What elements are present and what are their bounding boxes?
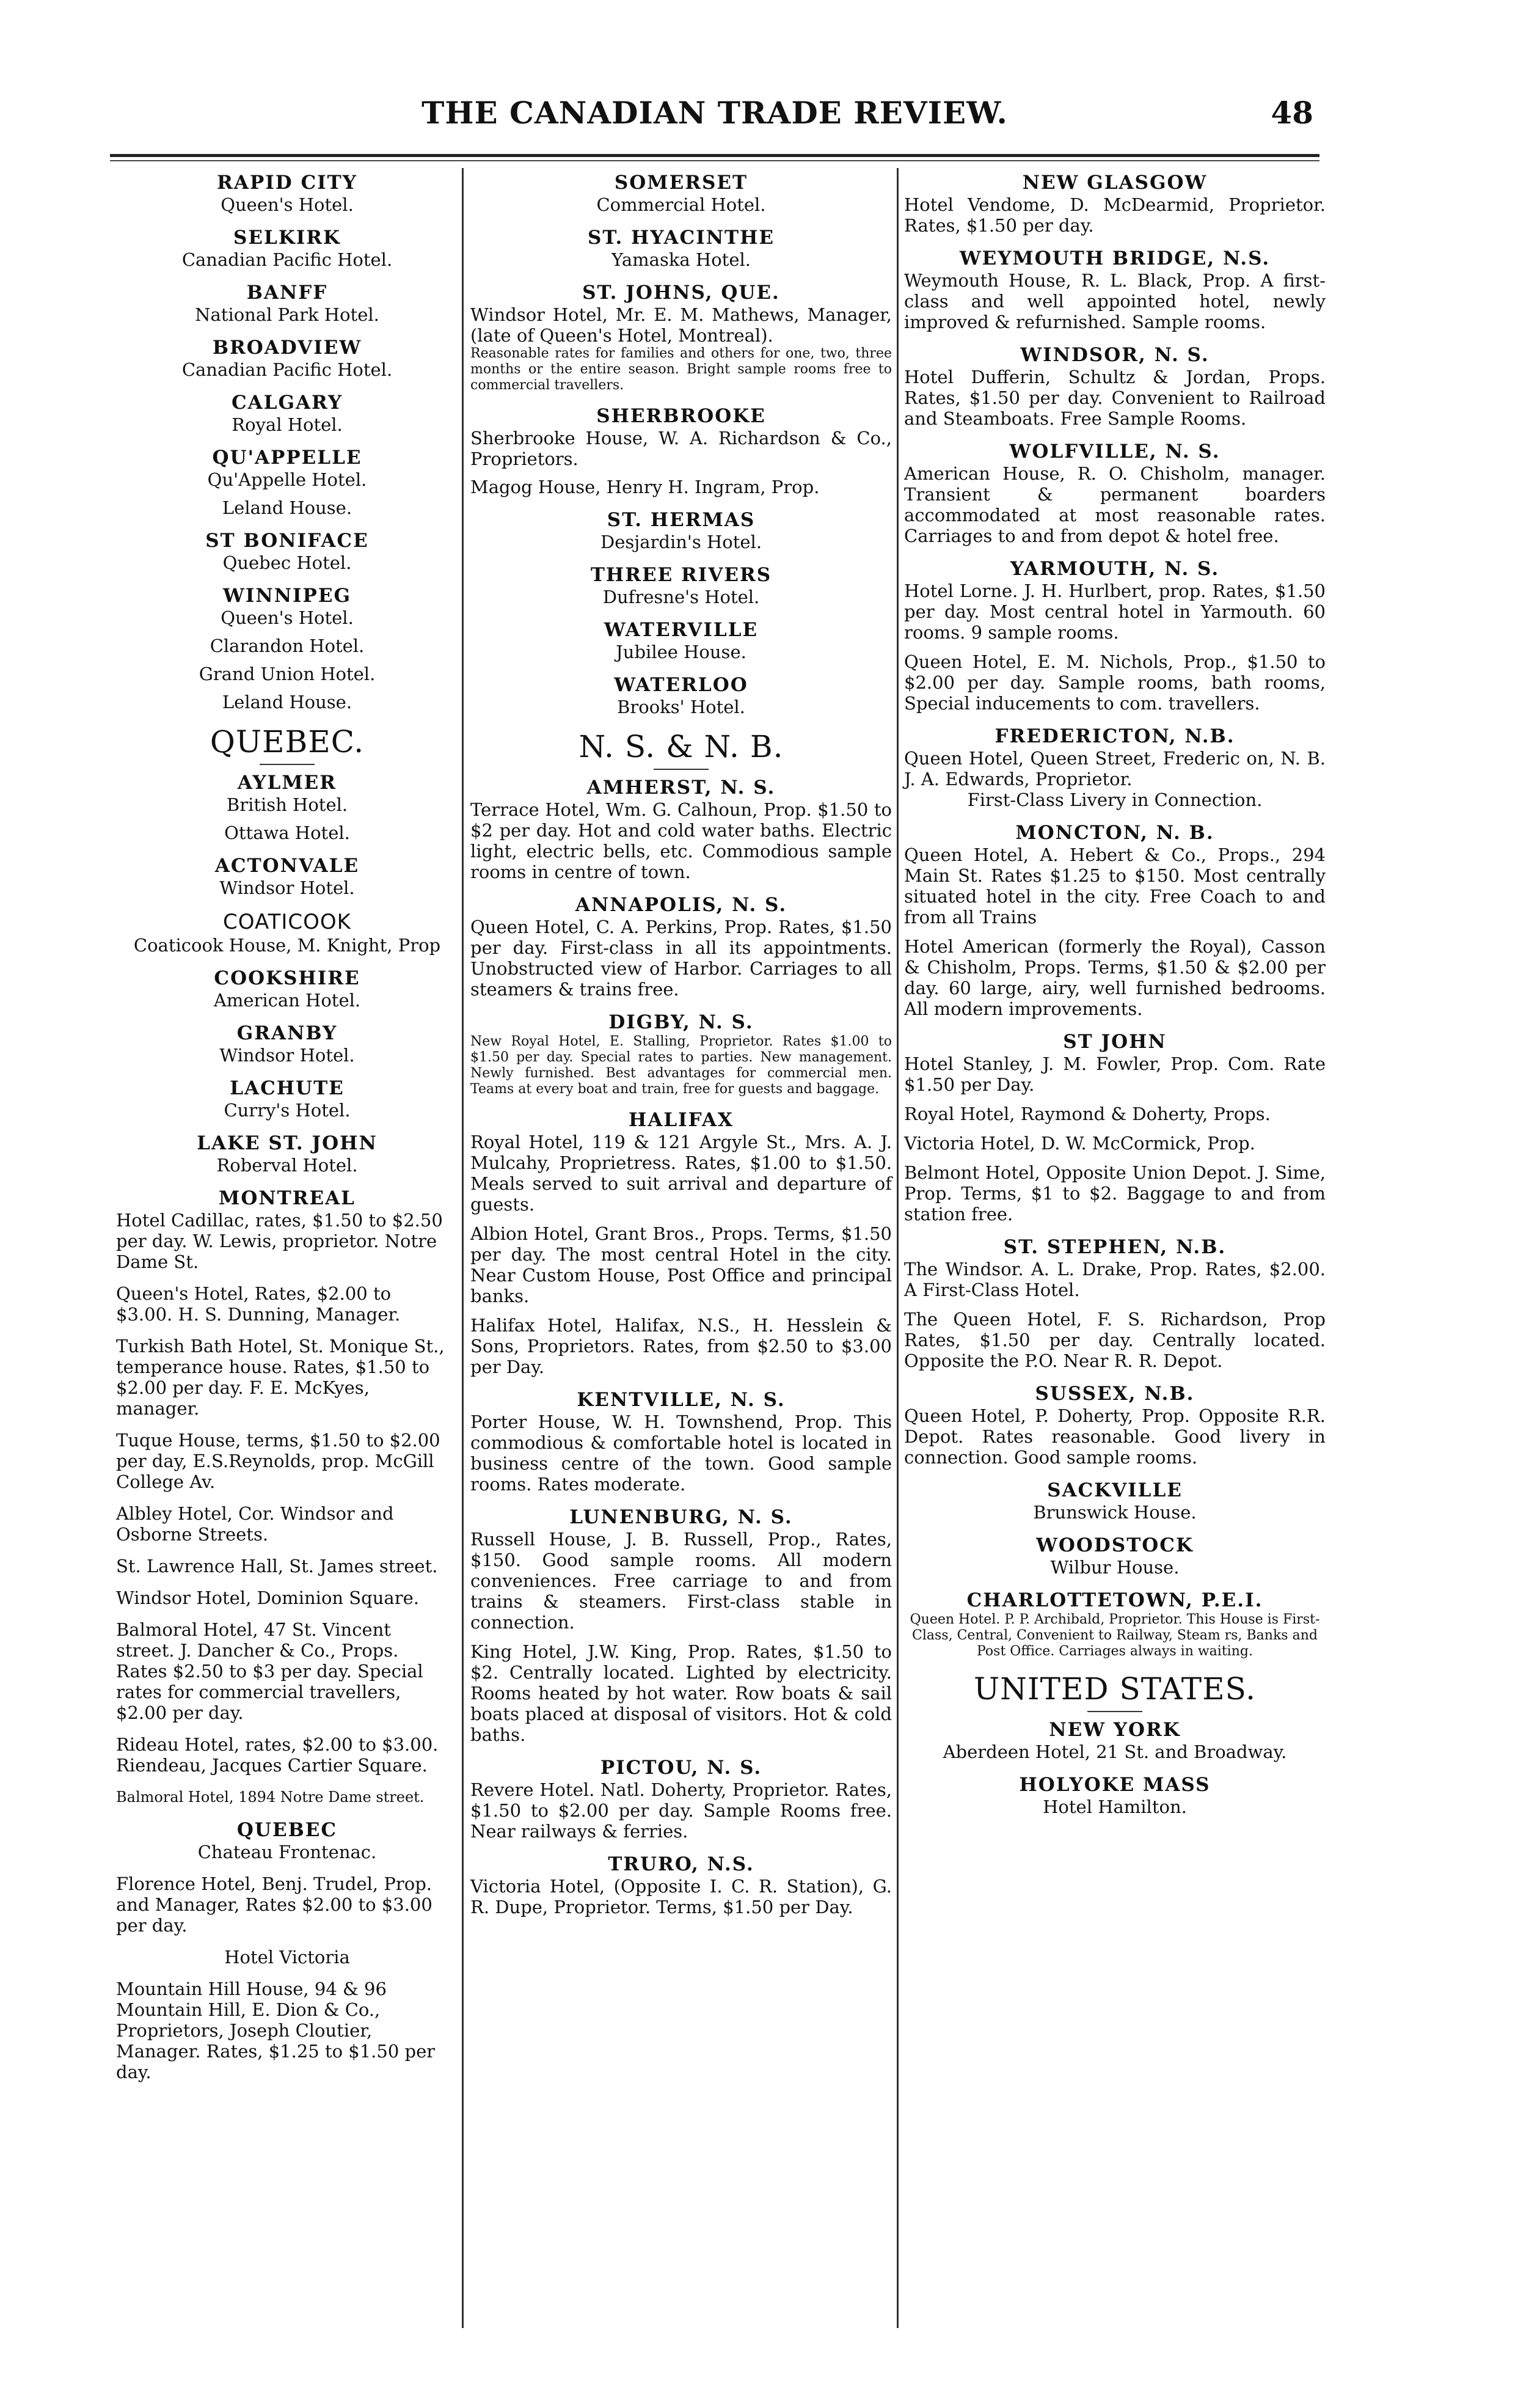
town-heading: TRURO, N.S. — [608, 1853, 754, 1875]
hotel-entry: Victoria Hotel, (Opposite I. C. R. Station), G. R. Dupe, Proprietor. Terms, $1.50 per Day. — [470, 1876, 892, 1917]
hotel-entry: Windsor Hotel, Mr. E. M. Mathews, Manager, (late of Queen's Hotel, Montreal). — [470, 304, 892, 346]
hotel-entry: Chateau Frontenac. — [197, 1842, 377, 1862]
page-header — [104, 92, 1326, 147]
hotel-entry: Balmoral Hotel, 1894 Notre Dame street. — [116, 1789, 425, 1806]
town-block — [904, 1030, 1326, 1225]
town-heading: GRANBY — [236, 1022, 338, 1044]
town-heading: WINDSOR, N. S. — [1020, 344, 1210, 366]
header-rule — [110, 154, 1319, 157]
hotel-entry: Hotel Stanley, J. M. Fowler, Prop. Com. Rate $1.50 per Day. — [904, 1053, 1326, 1095]
hotel-entry: Brooks' Hotel. — [617, 697, 745, 717]
hotel-entry: Turkish Bath Hotel, St. Monique St., temperance house. Rates, $1.50 to $2.00 per day. F. E. McKyes, manager. — [116, 1336, 445, 1419]
town-block — [904, 1236, 1326, 1371]
hotel-entry: Queen Hotel, Queen Street, Frederic on, N. B. J. A. Edwards, Proprietor. — [904, 748, 1326, 789]
hotel-entry: Rideau Hotel, rates, $2.00 to $3.00. Riendeau, Jacques Cartier Square. — [116, 1734, 439, 1776]
town-heading: QUEBEC — [236, 1819, 338, 1841]
town-block — [122, 446, 452, 518]
hotel-entry: Jubilee House. — [616, 642, 746, 662]
hotel-entry: Desjardin's Hotel. — [600, 532, 762, 552]
hotel-entry: Aberdeen Hotel, 21 St. and Broadway. — [943, 1741, 1287, 1762]
hotel-entry: Queen Hotel, P. Doherty, Prop. Opposite R.R. Depot. Rates reasonable. Good livery in connection. Good sample rooms. — [904, 1405, 1326, 1468]
town-heading: RAPID CITY — [217, 172, 357, 194]
town-heading: COATICOOK — [223, 910, 351, 934]
hotel-entry: Florence Hotel, Benj. Trudel, Prop. and Manager, Rates $2.00 to $3.00 per day. — [116, 1873, 432, 1936]
hotel-entry: Queen Hotel, A. Hebert & Co., Props., 294 Main St. Rates $1.25 to $150. Most centrally situated hotel in the city. Free Coach to and from all Trains — [904, 844, 1326, 928]
hotel-entry: Albley Hotel, Cor. Windsor and Osborne Streets. — [116, 1503, 394, 1545]
column-2 — [470, 171, 892, 2322]
town-block — [122, 909, 452, 956]
hotel-entry: Albion Hotel, Grant Bros., Props. Terms, $1.50 per day. The most central Hotel in the city. Near Custom House, Post Office and principal banks. — [470, 1223, 892, 1306]
town-block — [122, 771, 452, 843]
town-block — [470, 508, 892, 552]
town-block — [116, 1818, 452, 2082]
town-heading: MONTREAL — [219, 1187, 356, 1209]
hotel-entry: Yamaska Hotel. — [611, 249, 751, 270]
town-block — [904, 1589, 1326, 1660]
town-heading: WATERVILLE — [604, 619, 759, 641]
town-block — [904, 1534, 1326, 1578]
town-heading: WOODSTOCK — [1036, 1534, 1194, 1556]
town-block — [470, 893, 892, 1000]
hotel-entry: American House, R. O. Chisholm, manager. Transient & permanent boarders accommodated at most reasonable rates. Carriages to and from depot & hotel free. — [904, 463, 1326, 546]
town-block — [470, 405, 892, 497]
town-block — [470, 226, 892, 270]
town-heading: ST BONIFACE — [205, 530, 369, 552]
hotel-entry: King Hotel, J.W. King, Prop. Rates, $1.50 to $2. Centrally located. Lighted by electricity. Rooms heated by hot water. Row boats & sail boats placed at disposal of visitors. Hot & cold baths. — [470, 1641, 892, 1745]
hotel-entry: National Park Hotel. — [195, 304, 379, 325]
town-heading: CALGARY — [232, 392, 343, 414]
hotel-entry: Hotel Vendome, D. McDearmid, Proprietor. Rates, $1.50 per day. — [904, 194, 1326, 236]
hotel-entry: Windsor Hotel. — [219, 877, 355, 898]
town-heading: HALIFAX — [629, 1109, 734, 1131]
town-block — [470, 1388, 892, 1495]
hotel-entry: Royal Hotel, 119 & 121 Argyle St., Mrs. A. J. Mulcahy, Proprietress. Rates, $1.00 to $1.50. Meals served to suit arrival and departure of guests. — [470, 1132, 892, 1215]
town-heading: DIGBY, N. S. — [608, 1011, 754, 1033]
hotel-entry: Roberval Hotel. — [216, 1155, 358, 1176]
hotel-entry: Dufresne's Hotel. — [602, 587, 760, 607]
hotel-entry: Hotel American (formerly the Royal), Casson & Chisholm, Props. Terms, $1.50 & $2.00 per day. 60 large, airy, well furnished bedrooms. All modern improvements. — [904, 936, 1326, 1019]
hotel-entry: American Hotel. — [213, 990, 361, 1011]
town-block — [470, 563, 892, 607]
town-block — [904, 1773, 1326, 1817]
town-heading: ST. HYACINTHE — [587, 227, 775, 249]
town-heading: SELKIRK — [233, 227, 341, 249]
hotel-entry: Coaticook House, M. Knight, Prop — [133, 935, 441, 956]
town-block — [904, 821, 1326, 1019]
town-block — [122, 281, 452, 325]
town-block — [122, 854, 452, 898]
hotel-entry: Hotel Dufferin, Schultz & Jordan, Props. Rates, $1.50 per day. Convenient to Railroad and Steamboats. Free Sample Rooms. — [904, 367, 1326, 429]
divider — [260, 764, 315, 765]
town-block — [122, 336, 452, 380]
hotel-entry: British Hotel. — [226, 794, 348, 815]
town-heading: FREDERICTON, N.B. — [994, 725, 1235, 747]
town-block — [470, 281, 892, 394]
town-heading: WOLFVILLE, N. S. — [1009, 441, 1221, 463]
town-block — [470, 1506, 892, 1745]
town-block — [904, 1479, 1326, 1523]
hotel-entry: Leland House. — [222, 692, 352, 712]
town-heading: NEW YORK — [1049, 1719, 1181, 1741]
town-block — [470, 673, 892, 717]
town-heading: LUNENBURG, N. S. — [569, 1506, 793, 1528]
hotel-entry: Hotel Victoria — [224, 1947, 350, 1968]
hotel-entry: Halifax Hotel, Halifax, N.S., H. Hesslein & Sons, Proprietors. Rates, from $2.50 to $3.00 per Day. — [470, 1315, 892, 1377]
town-block — [122, 1022, 452, 1066]
town-heading: YARMOUTH, N. S. — [1010, 558, 1220, 580]
hotel-entry: The Queen Hotel, F. S. Richardson, Prop Rates, $1.50 per day. Centrally located. Opposite the P.O. Near R. R. Depot. — [904, 1309, 1326, 1371]
province-heading: UNITED STATES. — [974, 1671, 1256, 1707]
column-divider-1 — [462, 168, 464, 2328]
town-block — [904, 1382, 1326, 1468]
town-block — [116, 1187, 452, 1807]
province-heading: N. S. & N. B. — [578, 729, 784, 764]
town-heading: WATERLOO — [614, 674, 748, 696]
town-heading: ST JOHN — [1063, 1031, 1167, 1053]
page-title: THE CANADIAN TRADE REVIEW. — [421, 95, 1008, 131]
town-heading: MONCTON, N. B. — [1015, 822, 1214, 844]
town-heading: LAKE ST. JOHN — [197, 1132, 378, 1154]
hotel-entry: Quebec Hotel. — [222, 552, 352, 573]
divider — [1087, 1711, 1142, 1712]
hotel-entry: Queen Hotel, E. M. Nichols, Prop., $1.50 to $2.00 per day. Sample rooms, bath rooms, Special inducements to com. travellers. — [904, 651, 1326, 714]
town-block — [470, 1108, 892, 1377]
hotel-entry: Ottawa Hotel. — [224, 822, 350, 843]
hotel-entry: Tuque House, terms, $1.50 to $2.00 per day, E.S.Reynolds, prop. McGill College Av. — [116, 1430, 440, 1492]
hotel-entry: Leland House. — [222, 497, 352, 518]
town-heading: SACKVILLE — [1047, 1479, 1183, 1501]
hotel-entry: Balmoral Hotel, 47 St. Vincent street. J. Dancher & Co., Props. Rates $2.50 to $3 per day. Special rates for commercial travellers, $2.00 per day. — [116, 1619, 423, 1723]
hotel-entry: Porter House, W. H. Townshend, Prop. This commodious & comfortable hotel is located in business centre of the town. Good sample rooms. Rates moderate. — [470, 1412, 892, 1495]
hotel-entry: Belmont Hotel, Opposite Union Depot. J. Sime, Prop. Terms, $1 to $2. Baggage to and from station free. — [904, 1162, 1326, 1225]
town-heading: LACHUTE — [230, 1077, 345, 1099]
town-block — [470, 618, 892, 662]
hotel-entry: Reasonable rates for families and others for one, two, three months or the entire season. Bright sample rooms free to commercial travellers. — [470, 346, 892, 393]
hotel-entry: The Windsor. A. L. Drake, Prop. Rates, $2.00. A First-Class Hotel. — [904, 1259, 1326, 1300]
column-1 — [116, 171, 452, 2322]
town-block — [122, 967, 452, 1011]
town-heading: CHARLOTTETOWN, P.E.I. — [966, 1589, 1263, 1611]
town-block — [122, 1077, 452, 1121]
town-heading: HOLYOKE MASS — [1019, 1774, 1211, 1796]
hotel-entry: Clarandon Hotel. — [210, 635, 365, 656]
page-number: 48 — [1271, 95, 1313, 131]
town-heading: PICTOU, N. S. — [600, 1757, 762, 1779]
divider — [654, 769, 709, 770]
hotel-entry: Magog House, Henry H. Ingram, Prop. — [470, 477, 820, 497]
town-heading: SHERBROOKE — [596, 405, 766, 427]
town-heading: NEW GLASGOW — [1022, 172, 1208, 194]
town-heading: ST. STEPHEN, N.B. — [1003, 1236, 1227, 1258]
town-block — [122, 529, 452, 573]
town-block — [904, 1718, 1326, 1762]
town-block — [122, 1132, 452, 1176]
town-heading: AMHERST, N. S. — [586, 777, 776, 799]
town-block — [904, 725, 1326, 810]
header-rule-thin — [110, 160, 1319, 161]
hotel-entry: Windsor Hotel. — [219, 1045, 355, 1066]
hotel-entry: Hotel Lorne. J. H. Hurlbert, prop. Rates, $1.50 per day. Most central hotel in Yarmouth. 60 rooms. 9 sample rooms. — [904, 580, 1326, 643]
hotel-entry: Queen Hotel. P. P. Archibald, Proprietor. This House is First-Class, Central, Convenient to Railway, Steam rs, Banks and Post Office. Carriages always in waiting. — [910, 1612, 1320, 1659]
hotel-entry: Canadian Pacific Hotel. — [181, 359, 393, 380]
town-heading: COOKSHIRE — [214, 967, 360, 989]
hotel-entry: Russell House, J. B. Russell, Prop., Rates, $150. Good sample rooms. All modern conveniences. Free carriage to and from trains & steamers. First-class stable in connection. — [470, 1529, 892, 1633]
hotel-entry: Wilbur House. — [1050, 1557, 1180, 1578]
town-heading: ST. JOHNS, QUE. — [582, 282, 780, 304]
town-block — [904, 440, 1326, 546]
hotel-entry: Qu'Appelle Hotel. — [207, 469, 367, 490]
hotel-entry: Revere Hotel. Natl. Doherty, Proprietor. Rates, $1.50 to $2.00 per day. Sample Rooms free. Near railways & ferries. — [470, 1779, 892, 1842]
town-block — [122, 391, 452, 435]
town-heading: WINNIPEG — [223, 585, 351, 607]
hotel-entry: Windsor Hotel, Dominion Square. — [116, 1587, 419, 1608]
town-heading: BROADVIEW — [212, 337, 362, 359]
town-block — [470, 776, 892, 882]
town-heading: ACTONVALE — [214, 855, 360, 877]
town-block — [122, 171, 452, 215]
hotel-entry: Queen's Hotel. — [221, 607, 354, 628]
town-block — [470, 1756, 892, 1842]
town-block — [470, 1011, 892, 1097]
town-block — [904, 343, 1326, 429]
hotel-entry: Terrace Hotel, Wm. G. Calhoun, Prop. $1.50 to $2 per day. Hot and cold water baths. Electric light, electric bells, etc. Commodious sample rooms in centre of town. — [470, 799, 892, 882]
province-heading: QUEBEC. — [210, 724, 365, 760]
hotel-entry: Queen Hotel, C. A. Perkins, Prop. Rates, $1.50 per day. First-class in all its appointments. Unobstructed view of Harbor. Carriages to all steamers & trains free. — [470, 917, 892, 1000]
hotel-entry: Queen's Hotel. — [221, 194, 354, 215]
hotel-entry: St. Lawrence Hall, St. James street. — [116, 1556, 438, 1576]
town-heading: WEYMOUTH BRIDGE, N.S. — [959, 247, 1271, 269]
town-heading: ST. HERMAS — [607, 509, 756, 531]
town-heading: SOMERSET — [614, 172, 748, 194]
town-heading: BANFF — [246, 282, 328, 304]
town-heading: AYLMER — [237, 772, 337, 794]
town-block — [470, 171, 892, 215]
column-divider-2 — [897, 168, 899, 2328]
hotel-entry: Royal Hotel. — [232, 414, 343, 435]
town-block — [470, 1853, 892, 1917]
hotel-entry: First-Class Livery in Connection. — [967, 789, 1263, 810]
town-heading: QU'APPELLE — [212, 447, 362, 469]
hotel-entry: Royal Hotel, Raymond & Doherty, Props. — [904, 1104, 1271, 1124]
hotel-entry: Weymouth House, R. L. Black, Prop. A first-class and well appointed hotel, newly improved & refurnished. Sample rooms. — [904, 270, 1326, 332]
hotel-entry: Canadian Pacific Hotel. — [181, 249, 393, 270]
hotel-entry: Hotel Hamilton. — [1043, 1796, 1187, 1817]
town-heading: KENTVILLE, N. S. — [577, 1389, 786, 1411]
hotel-entry: Sherbrooke House, W. A. Richardson & Co., Proprietors. — [470, 428, 892, 469]
town-block — [122, 226, 452, 270]
hotel-entry: Queen's Hotel, Rates, $2.00 to $3.00. H. S. Dunning, Manager. — [116, 1283, 401, 1325]
hotel-entry: New Royal Hotel, E. Stalling, Proprietor. Rates $1.00 to $1.50 per day. Special rates to parties. New management. Newly furnished. Best advantages for commercial men. Teams at every boat and train, free for guests and baggage. — [470, 1034, 892, 1097]
town-block — [904, 247, 1326, 332]
hotel-entry: Mountain Hill House, 94 & 96 Mountain Hill, E. Dion & Co., Proprietors, Joseph Cloutier, Manager. Rates, $1.25 to $1.50 per day. — [116, 1979, 436, 2082]
town-heading: THREE RIVERS — [590, 564, 772, 586]
town-block — [904, 171, 1326, 236]
town-heading: ANNAPOLIS, N. S. — [575, 894, 787, 916]
town-heading: SUSSEX, N.B. — [1035, 1383, 1195, 1405]
hotel-entry: Brunswick House. — [1033, 1502, 1197, 1523]
town-block — [122, 584, 452, 712]
column-3 — [904, 171, 1326, 2322]
town-block — [904, 557, 1326, 714]
hotel-entry: Hotel Cadillac, rates, $1.50 to $2.50 per day. W. Lewis, proprietor. Notre Dame St. — [116, 1210, 443, 1272]
hotel-entry: Victoria Hotel, D. W. McCormick, Prop. — [904, 1133, 1255, 1154]
hotel-entry: Curry's Hotel. — [224, 1100, 351, 1121]
hotel-entry: Commercial Hotel. — [596, 194, 766, 215]
hotel-entry: Grand Union Hotel. — [199, 664, 376, 684]
